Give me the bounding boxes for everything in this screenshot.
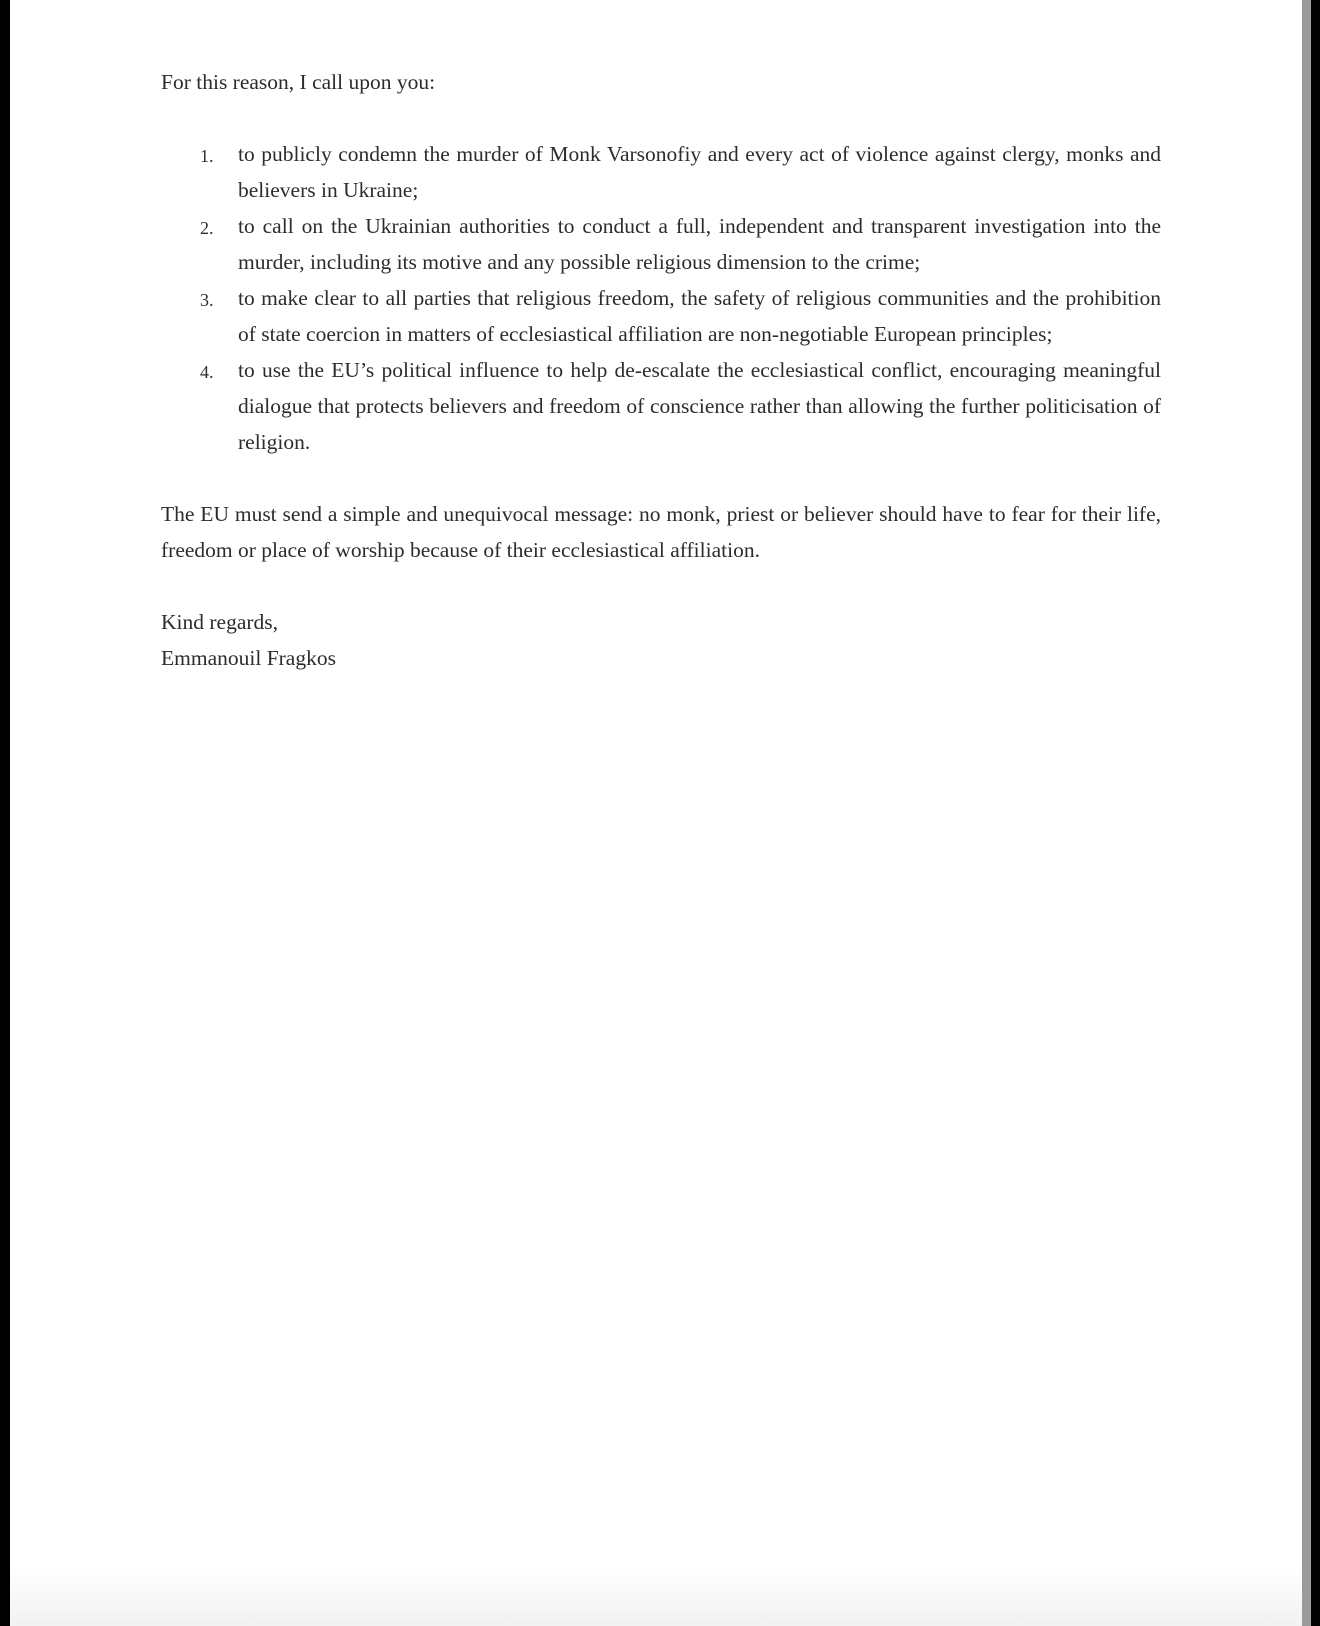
regards-line: Kind regards, xyxy=(161,610,279,634)
list-item xyxy=(161,208,1161,280)
demands-list xyxy=(161,136,1161,460)
signature-name: Emmanouil Fragkos xyxy=(161,646,336,670)
document-body xyxy=(161,64,1161,676)
page-bottom-shade xyxy=(10,1566,1302,1626)
list-item-number: 2. xyxy=(200,218,214,238)
list-item xyxy=(161,352,1161,460)
list-item-number: 3. xyxy=(200,290,214,310)
signoff-block xyxy=(161,604,1161,676)
list-item-text: to use the EU’s political influence to help de-escalate the ecclesiastical conflict, encouraging meaningful dialogue that protects believers and freedom of conscience rather than allowing the further politicisation of religion. xyxy=(238,358,1161,454)
closing-paragraph: The EU must send a simple and unequivocal message: no monk, priest or believer should have to fear for their life, freedom or place of worship because of their ecclesiastical affiliation. xyxy=(161,502,1161,562)
list-item xyxy=(161,280,1161,352)
list-item-text: to make clear to all parties that religious freedom, the safety of religious communities and the prohibition of state coercion in matters of ecclesiastical affiliation are non-negotiable European principles; xyxy=(238,286,1161,346)
scrollbar[interactable] xyxy=(1302,0,1311,1626)
list-item xyxy=(161,136,1161,208)
list-item-number: 1. xyxy=(200,146,214,166)
list-item-text: to publicly condemn the murder of Monk Varsonofiy and every act of violence against clergy, monks and believers in Ukraine; xyxy=(238,142,1161,202)
list-item-text: to call on the Ukrainian authorities to conduct a full, independent and transparent investigation into the murder, including its motive and any possible religious dimension to the crime; xyxy=(238,214,1161,274)
list-item-number: 4. xyxy=(200,362,214,382)
intro-paragraph: For this reason, I call upon you: xyxy=(161,70,436,94)
